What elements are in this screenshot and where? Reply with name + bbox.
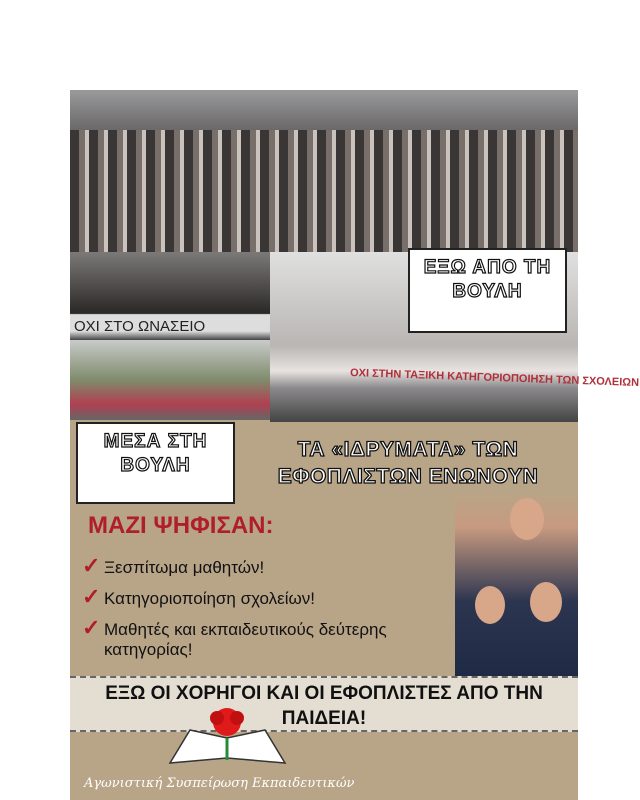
list-item: ✓ Κατηγοριοποίηση σχολείων! — [82, 584, 316, 609]
speech-bubble-outside: ΕΞΩ ΑΠΟ ΤΗ ΒΟΥΛΗ — [408, 248, 567, 333]
check-icon: ✓ — [82, 553, 101, 578]
voted-title: ΜΑΖΙ ΨΗΦΙΣΑΝ: — [88, 512, 274, 539]
photo-march — [70, 252, 270, 340]
photo-protest-sit-in — [70, 90, 578, 252]
poster — [70, 90, 640, 800]
headline: ΤΑ «ΙΔΡΥΜΑΤΑ» ΤΩΝ ΕΦΟΠΛΙΣΤΩΝ ΕΝΩΝΟΥΝ — [277, 438, 539, 488]
photo-banner-right: ΟΧΙ ΣΤΗΝ ΤΑΞΙΚΗ ΚΑΤΗΓΟΡΙΟΠΟΙΗΣΗ ΤΩΝ ΣΧΟΛΕΙΩΝ — [349, 366, 640, 390]
list-item: ✓ Ξεσπίτωμα μαθητών! — [82, 553, 265, 578]
photo-rally — [70, 340, 270, 420]
slogan-banner: ΕΞΩ ΟΙ ΧΟΡΗΓΟΙ ΚΑΙ ΟΙ ΕΦΟΠΛΙΣΤΕΣ ΑΠΟ ΤΗΝ ΠΑΙΔΕΙΑ! — [70, 676, 578, 732]
speech-bubble-inside: ΜΕΣΑ ΣΤΗ ΒΟΥΛΗ — [76, 422, 235, 504]
politicians-photo — [455, 490, 578, 676]
organization-signature: Αγωνιστική Συσπείρωση Εκπαιδευτικών — [84, 776, 355, 791]
check-icon: ✓ — [82, 615, 101, 640]
list-item: ✓ Μαθητές και εκπαιδευτικούς δεύτερης κατηγορίας! — [82, 615, 387, 659]
photo-banner-left: ΟΧΙ ΣΤΟ ΩΝΑΣΕΙΟ — [74, 318, 206, 335]
check-icon: ✓ — [82, 584, 101, 609]
carnation-book-logo — [165, 708, 290, 770]
